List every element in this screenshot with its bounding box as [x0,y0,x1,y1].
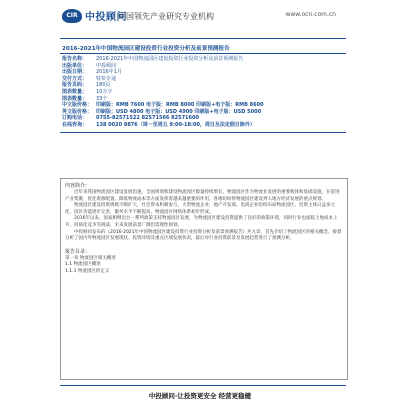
info-row-en-price: 英文版价格： 印刷版：USD 4800 电子版：USD 4900 印刷版+电子版：USD 5000 [62,108,262,115]
info-row-words: 图表数量： 10万字 [62,88,113,95]
report-title: 2016-2021年中国物流园区建设投资行业投资分析及前景预测报告 [62,46,230,52]
info-row-pages: 报告页码： 180页 [62,82,111,89]
title-divider [60,53,346,54]
footer-slogan: 中投顾问·让投资更安全 经营更稳健 [148,392,252,400]
info-divider [60,132,346,133]
toc-item: 1.1 物流园区概述 [65,262,101,268]
info-row-cn-price: 中文版价格： 印刷版：RMB 7600 电子版：RMB 8000 印刷版+电子版：RMB 8600 [62,102,264,109]
section-title-summary: 内容简介： [65,183,91,189]
header-title: 中国领先产业研究专业机构 [118,12,214,21]
info-row-name: 报告名称： 2016-2021年中国物流园区建设投资行业投资分析及前景预测报告 [62,56,244,62]
paragraph: 近年来我国物流园区建设发展迅速，全国规划和建设物流园区数量持续增长，物流园区作为物流业发展的重要载体和基础设施，在促进产业集聚、优化资源配置、降低物流成本等方面发挥着越来越重要的作用，各地纷纷将物流园区建设列入地方经济发展的重点规划。 [65,190,340,202]
content-box [60,178,348,380]
report-info [62,56,346,129]
paragraph: 物流园区建设投资规模不断扩大，社会资本积极参与，大型物流企业、地产开发商、电商企业纷纷布局物流园区，投资主体日益多元化，园区功能逐步完善，服务水平不断提高，物流园区网络体系初步形成。 [65,203,335,215]
info-row-phone: 订购电话： 0755-82571522 82571566 82571600 [62,115,199,122]
paragraph: 2016年以来，国家相继出台一系列政策支持物流园区发展，为物流园区建设投资提供了良好的政策环境，同时行业也面临土地成本上升、同质化竞争等挑战，未来发展前景广阔但需理性规划。 [65,216,338,228]
logo-text: 中投顾问 [85,12,127,23]
info-row-publisher: 出版单位： 中投顾问 [62,62,117,69]
toc-title: 报告目录： [65,248,91,255]
footer-divider [60,385,346,386]
info-row-date: 出版日期： 2016年1月 [62,69,122,76]
info-row-charts: 图表数量： 33个 [62,95,108,102]
logo-icon: CIR [62,9,82,23]
header-divider [60,38,346,39]
info-row-consult: 在线咨询： 138 0020 8876（周一至周五 9:00-18:00，周日及法定假日除外） [62,121,255,128]
content-body [65,182,343,275]
page-header [0,0,400,38]
toc-item: 1.1.1 物流园区的定义 [65,268,110,274]
header-url[interactable]: www.ocn.com.cn [285,11,336,18]
page-footer [0,385,400,410]
toc-item: 第一章 物流园区相关概述 [65,255,116,261]
paragraph: 中投顾问发布的《2016-2021年中国物流园区建设投资行业投资分析及前景预测报告》共九章，首先介绍了物流园区的相关概念，接着分析了国内外物流园区发展现状、投资环境及重点区域发展状况，最后对行业投资前景及发展趋势进行了预测分析。 [65,229,342,242]
info-row-delivery: 交付方式： 特快专递 [62,75,117,82]
